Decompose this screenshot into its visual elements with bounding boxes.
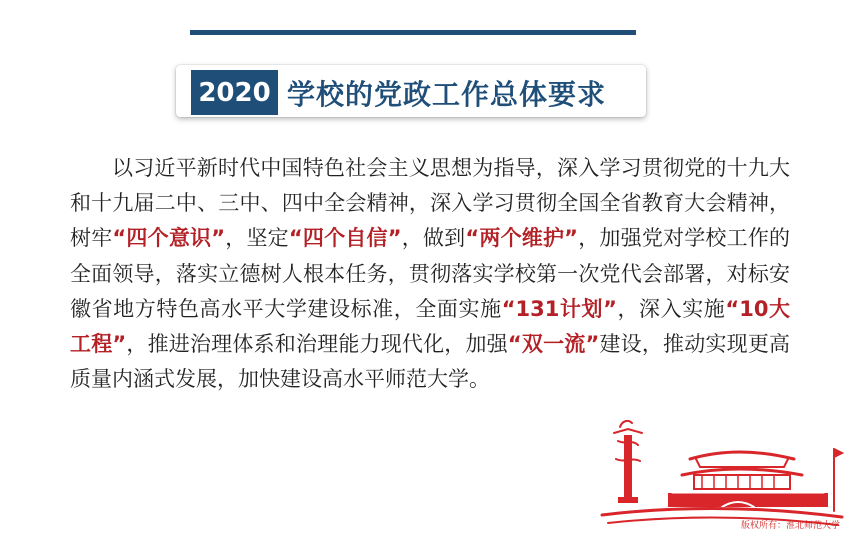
- text-segment: ，做到: [401, 226, 466, 251]
- text-segment: 以习近平新时代中国特色社会主义思想为指导，深入学习贯彻党的十九大和十九届二中、三中、四中全会精神，深入学习贯彻全国全省教育大会精神，树牢: [70, 156, 790, 251]
- text-segment: ，加强党对学校工作的全面领导，落实立德树人根本任务，贯彻落实学校第一次党代会部署，对标安徽省地方特色高水平大学建设标准，全面实施: [70, 226, 791, 321]
- text-segment: ，坚定: [225, 226, 289, 251]
- tiananmen-huabiao-icon: [598, 415, 844, 528]
- highlight-four-confidences: “四个自信”: [288, 226, 402, 251]
- highlight-double-first-class: “双一流”: [507, 332, 600, 357]
- text-segment: 建设，推动实现更高质量内涵式发展，加快建设高水平师范大学。: [70, 332, 791, 392]
- text-segment: ，推进治理体系和治理能力现代化，加强: [126, 332, 508, 357]
- text-segment: ，深入实施: [616, 296, 726, 321]
- highlight-two-safeguards: “两个维护”: [465, 226, 578, 251]
- body-paragraph: [70, 151, 790, 397]
- copyright-notice: 版权所有：淮北师范大学: [740, 521, 840, 531]
- page-title: 学校的党政工作总体要求: [287, 77, 607, 111]
- title-year: 2020: [191, 70, 278, 115]
- highlight-131-plan: “131计划”: [501, 296, 617, 321]
- highlight-10-projects: “10大工程”: [70, 296, 791, 357]
- highlight-four-consciousness: “四个意识”: [112, 226, 226, 251]
- top-rule: [190, 30, 636, 35]
